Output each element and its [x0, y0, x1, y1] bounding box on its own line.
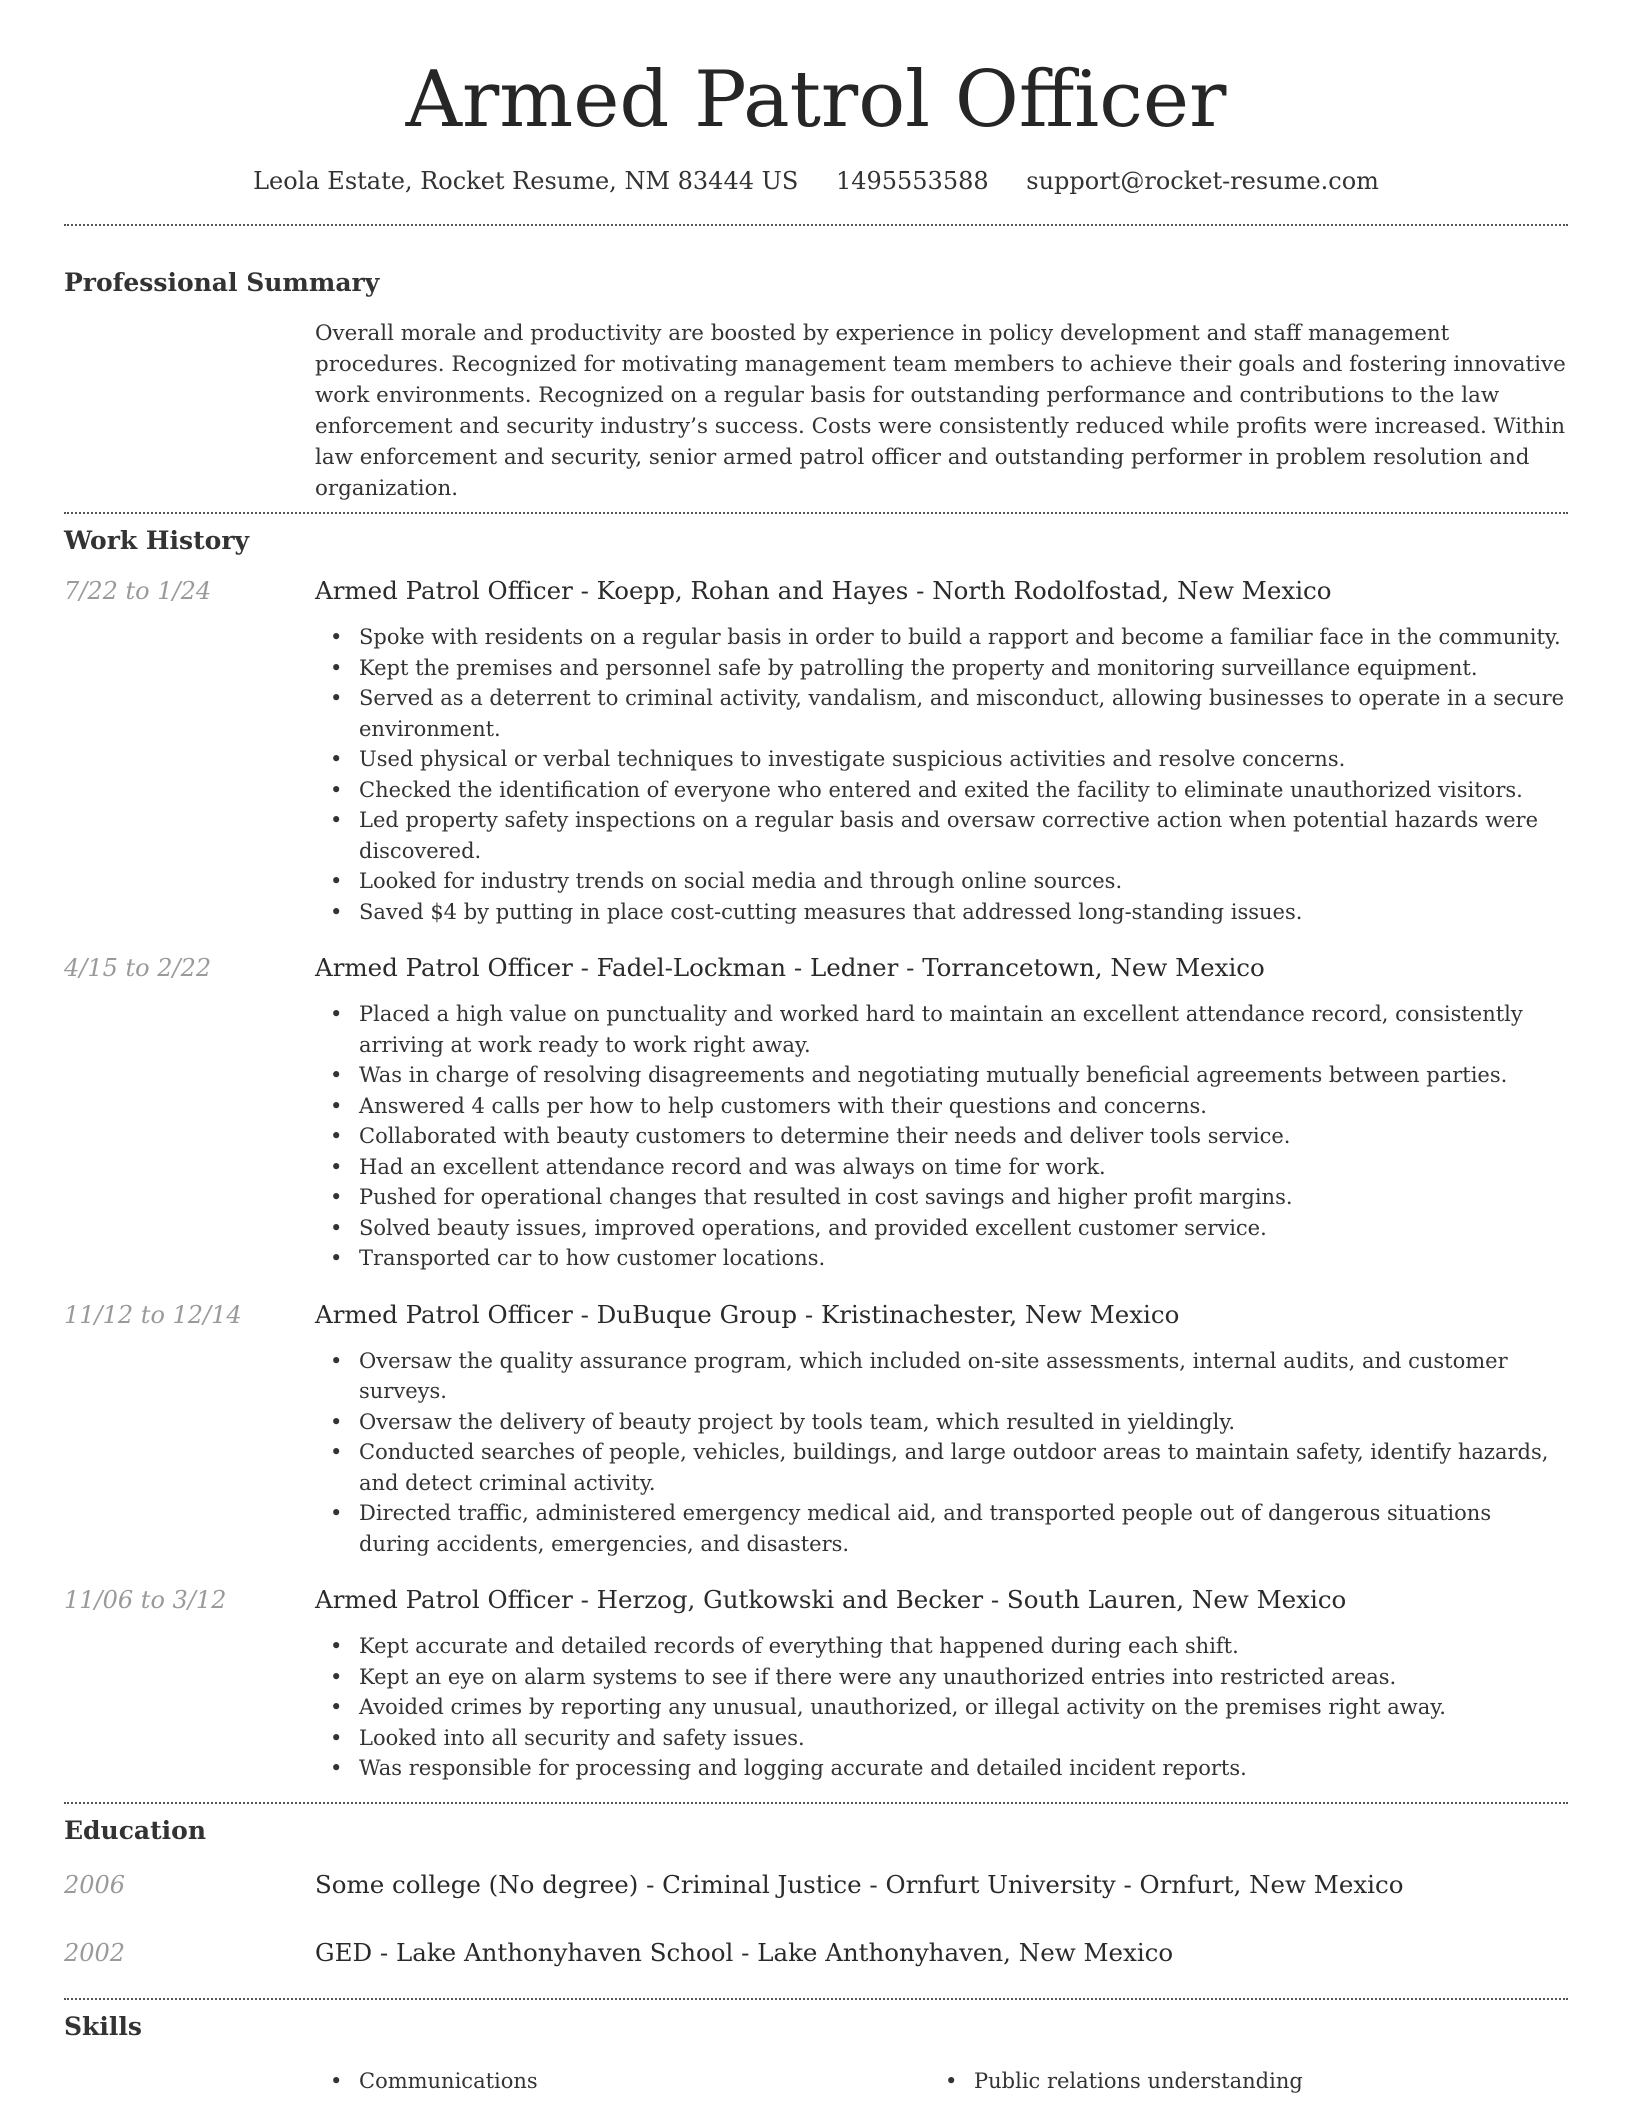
- skills-column-1: [315, 2066, 538, 2097]
- job-dates: 11/06 to 3/12: [64, 1586, 227, 1614]
- job-bullet: • Led property safety inspections on a regular basis and oversaw corrective action when potential hazards were discovered.: [315, 805, 1568, 866]
- education-list: [64, 1868, 1568, 1970]
- summary-text: Overall morale and productivity are boosted by experience in policy development and staff management procedures. Recognized for motivating management team members to achieve their goals and fostering innovative work environments. Recognized on a regular basis for outstanding performance and contributions to the law enforcement and security industry’s success. Costs were consistently reduced while profits were increased. Within law enforcement and security, senior armed patrol officer and outstanding performer in problem resolution and organization.: [315, 321, 1566, 501]
- job-heading: Armed Patrol Officer - Herzog, Gutkowski and Becker - South Lauren, New Mexico: [315, 1585, 1347, 1614]
- education-heading: Some college (No degree) - Criminal Justice - Ornfurt University - Ornfurt, New Mexico: [315, 1869, 1404, 1899]
- job-bullet: • Had an excellent attendance record and was always on time for work.: [315, 1152, 1568, 1183]
- section-title-summary: Professional Summary: [64, 268, 380, 297]
- section-divider: [64, 1802, 1568, 1804]
- section-title-skills: Skills: [64, 2011, 142, 2041]
- job-dates: 11/12 to 12/14: [64, 1300, 242, 1329]
- education-year: 2002: [64, 1938, 126, 1967]
- job-bullet: • Collaborated with beauty customers to determine their needs and deliver tools service.: [315, 1121, 1568, 1152]
- section-divider: [64, 1998, 1568, 2000]
- skill-item: • Public relations understanding: [930, 2066, 1303, 2097]
- job-bullet: • Used physical or verbal techniques to investigate suspicious activities and resolve concerns.: [315, 744, 1568, 775]
- job-bullet: • Was in charge of resolving disagreements and negotiating mutually beneficial agreements between parties.: [315, 1060, 1568, 1091]
- job-entry: [64, 574, 1568, 927]
- contact-address: Leola Estate, Rocket Resume, NM 83444 US: [253, 167, 799, 195]
- section-divider: [64, 224, 1568, 226]
- job-entry: [64, 1583, 1568, 1784]
- contact-email: support@rocket-resume.com: [1026, 167, 1379, 195]
- job-heading: Armed Patrol Officer - Koepp, Rohan and Hayes - North Rodolfostad, New Mexico: [315, 576, 1332, 605]
- job-heading: Armed Patrol Officer - DuBuque Group - Kristinachester, New Mexico: [315, 1299, 1180, 1329]
- job-bullet: • Checked the identification of everyone who entered and exited the facility to eliminate unauthorized visitors.: [315, 775, 1568, 806]
- job-bullet: • Conducted searches of people, vehicles, buildings, and large outdoor areas to maintain safety, identify hazards, and detect criminal activity.: [315, 1437, 1568, 1498]
- job-bullet: • Transported car to how customer locations.: [315, 1243, 1568, 1274]
- contact-line: [64, 164, 1568, 198]
- education-year: 2006: [64, 1870, 126, 1899]
- job-bullet: • Kept the premises and personnel safe by patrolling the property and monitoring surveillance equipment.: [315, 653, 1568, 684]
- job-bullet: • Avoided crimes by reporting any unusual, unauthorized, or illegal activity on the premises right away.: [315, 1692, 1568, 1723]
- section-title-work-history: Work History: [64, 526, 250, 555]
- contact-phone: 1495553588: [835, 167, 989, 195]
- job-bullet: • Saved $4 by putting in place cost-cutting measures that addressed long-standing issues.: [315, 897, 1568, 928]
- section-divider: [64, 512, 1568, 514]
- job-bullet: • Served as a deterrent to criminal activity, vandalism, and misconduct, allowing businesses to operate in a secure environment.: [315, 683, 1568, 744]
- job-bullet: • Spoke with residents on a regular basis in order to build a rapport and become a familiar face in the community.: [315, 622, 1568, 653]
- job-heading: Armed Patrol Officer - Fadel-Lockman - Ledner - Torrancetown, New Mexico: [315, 953, 1265, 982]
- resume-page: [64, 0, 1568, 2126]
- education-entry: [64, 1868, 1568, 1902]
- job-bullet: • Placed a high value on punctuality and worked hard to maintain an excellent attendance record, consistently arriving at work ready to work right away.: [315, 999, 1568, 1060]
- job-dates: 7/22 to 1/24: [64, 577, 212, 605]
- job-bullet: • Pushed for operational changes that resulted in cost savings and higher profit margins.: [315, 1182, 1568, 1213]
- skills-list: [315, 2066, 1568, 2126]
- job-bullet: • Oversaw the quality assurance program, which included on-site assessments, internal audits, and customer surveys.: [315, 1346, 1568, 1407]
- job-bullet: • Kept an eye on alarm systems to see if there were any unauthorized entries into restricted areas.: [315, 1662, 1568, 1693]
- job-bullets: [315, 999, 1568, 1274]
- job-bullet: • Was responsible for processing and logging accurate and detailed incident reports.: [315, 1753, 1568, 1784]
- skill-item: • Communications: [315, 2066, 538, 2097]
- job-bullet: • Kept accurate and detailed records of everything that happened during each shift.: [315, 1631, 1568, 1662]
- job-bullets: [315, 1631, 1568, 1784]
- job-bullet: • Looked for industry trends on social media and through online sources.: [315, 866, 1568, 897]
- job-bullet: • Answered 4 calls per how to help customers with their questions and concerns.: [315, 1091, 1568, 1122]
- job-bullets: [315, 622, 1568, 927]
- job-dates: 4/15 to 2/22: [64, 954, 212, 982]
- education-heading: GED - Lake Anthonyhaven School - Lake Anthonyhaven, New Mexico: [315, 1937, 1174, 1967]
- job-entry: [64, 951, 1568, 1274]
- skills-column-2: [930, 2066, 1303, 2097]
- job-bullet: • Directed traffic, administered emergency medical aid, and transported people out of dangerous situations during accidents, emergencies, and disasters.: [315, 1498, 1568, 1559]
- section-title-education: Education: [64, 1815, 207, 1845]
- education-entry: [64, 1936, 1568, 1970]
- job-entry: [64, 1298, 1568, 1560]
- resume-name: Armed Patrol Officer: [405, 55, 1227, 145]
- job-bullet: • Looked into all security and safety issues.: [315, 1723, 1568, 1754]
- job-bullet: • Oversaw the delivery of beauty project by tools team, which resulted in yieldingly.: [315, 1407, 1568, 1438]
- job-bullets: [315, 1346, 1568, 1560]
- job-bullet: • Solved beauty issues, improved operations, and provided excellent customer service.: [315, 1213, 1568, 1244]
- work-history-list: [64, 574, 1568, 1784]
